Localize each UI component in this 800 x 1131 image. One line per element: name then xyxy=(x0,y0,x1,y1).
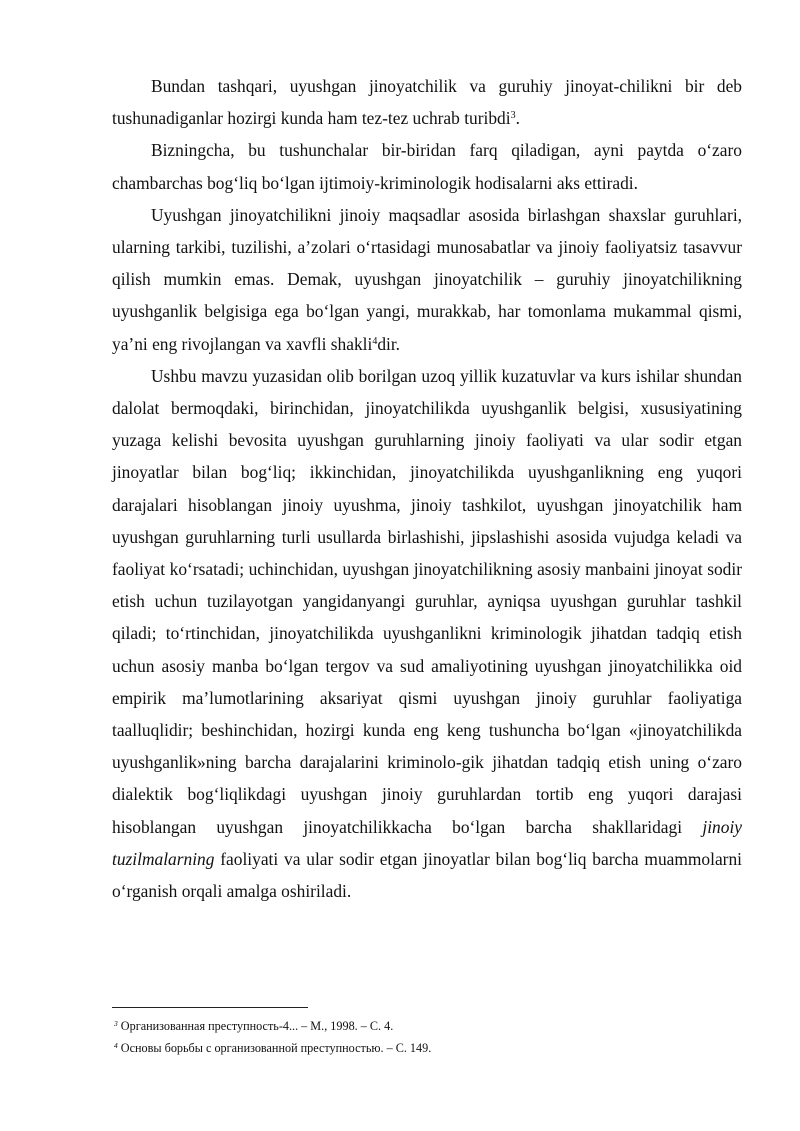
footnote-3 xyxy=(114,1015,744,1037)
footnote-reference-4[interactable]: 4 xyxy=(372,335,378,347)
footnote-separator xyxy=(112,1007,308,1008)
italic-term: jinoiy tuzilmalarning xyxy=(112,816,742,869)
paragraph-text: Ushbu mavzu yuzasidan olib borilgan uzoq yillik kuzatuvlar va kurs ishilar shundan dalolat bermoqdaki, birinchidan, jinoyatchilikda uyushganlik belgisi, xususiyatining yuzaga kelishi bevosita uyushgan guruhlarning jinoiy faoliyati va ular sodir etgan jinoyatlar bilan bog‘liq; ikkinchidan, jinoyatchilikda uyushganlikning eng yuqori darajalari hisoblangan jinoiy uyushma, jinoiy tashkilot, uyushgan jinoyatchilik ham uyushgan guruhlarning turli usullarda birlashishi, jipslashishi asosida vujudga keladi va faoliyat ko‘rsatadi; uchinchidan, uyushgan jinoyatchilikning asosiy manbaini jinoyat sodir etish uchun tuzilayotgan yangidanyangi guruhlar, ayniqsa uyushgan guruhlar tashkil qiladi; to‘rtinchidan, jinoyatchilikda uyushganlikni kriminologik jihatdan tadqiq etish uchun asosiy manba bo‘lgan tergov va sud amaliyotining uyushgan jinoyatchilikka oid empirik ma’lumotlarining aksariyat qismi uyushgan jinoiy guruhlar faoliyatiga taalluqlidir; beshinchidan, hozirgi kunda eng keng tushuncha bo‘lgan «jinoyatchilikda uyushganlik»ning barcha darajalarini kriminolo-gik jihatdan tadqiq etish uning o‘zaro dialektik bog‘liqlikdagi uyushgan jinoiy guruhlardan tortib eng yuqori darajasi hisoblangan uyushgan jinoyatchilikkacha bo‘lgan barcha shakllaridagi xyxy=(112,365,742,837)
footnote-reference-3[interactable]: 3 xyxy=(510,110,516,122)
paragraph-text: Uyushgan jinoyatchilikni jinoiy maqsadlar asosida birlashgan shaxslar guruhlari, ularning tarkibi, tuzilishi, a’zolari o‘rtasidagi munosabatlar va jinoiy faoliyatsiz tasavvur qilish mumkin emas. Demak, uyushgan jinoyatchilik – guruhiy jinoyatchilikning uyushganlik belgisiga ega bo‘lgan yangi, murakkab, har tomonlama mukammal qismi, ya’ni eng rivojlangan va xavfli shakli xyxy=(112,204,742,354)
footnote-mark: 3 xyxy=(114,1019,118,1028)
paragraph-2 xyxy=(112,134,742,198)
paragraph-text: Bundan tashqari, uyushgan jinoyatchilik va guruhiy jinoyat-chilikni bir deb tushunadiganlar hozirgi kunda ham tez-tez uchrab turibdi xyxy=(112,76,742,129)
paragraph-text: dir. xyxy=(377,333,401,354)
footnote-text: Организованная преступность-4... – М., 1998. – С. 4. xyxy=(117,1019,394,1033)
paragraph-3 xyxy=(112,199,742,360)
paragraph-text: faoliyati va ular sodir etgan jinoyatlar bilan bog‘liq barcha muammolarni o‘rganish orqali amalga oshiriladi. xyxy=(112,848,742,902)
paragraph-text: . xyxy=(515,108,520,129)
footnote-4 xyxy=(114,1037,744,1059)
paragraph-1 xyxy=(112,70,742,134)
footnotes xyxy=(114,1015,744,1059)
footnote-mark: 4 xyxy=(114,1041,118,1050)
footnote-text: Основы борьбы с организованной преступностью. – С. 149. xyxy=(117,1041,432,1055)
paragraph-text: Bizningcha, bu tushunchalar bir-biridan farq qiladigan, ayni paytda o‘zaro chambarchas bog‘liq bo‘lgan ijtimoiy-kriminologik hodisalarni aks ettiradi. xyxy=(112,140,742,193)
paragraph-4 xyxy=(112,360,742,907)
document-body xyxy=(112,70,742,907)
